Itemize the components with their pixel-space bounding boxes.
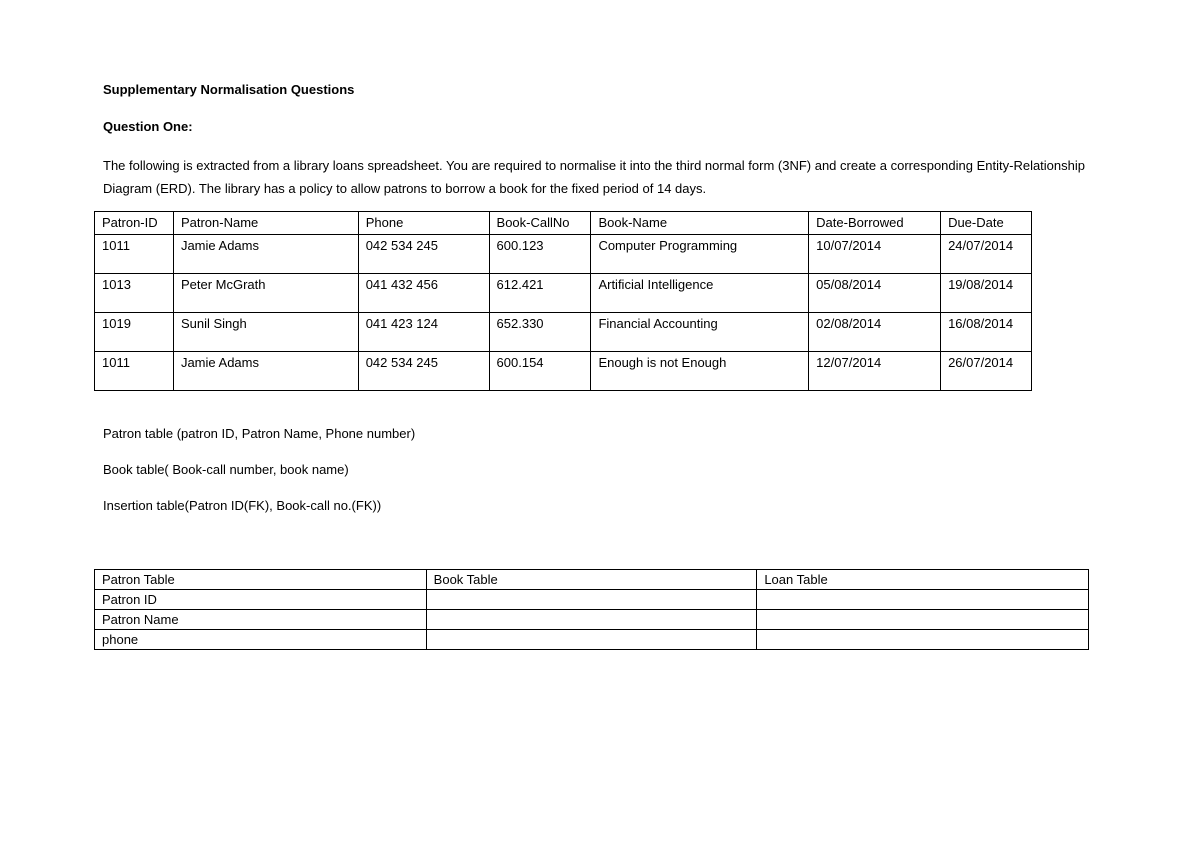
table-cell: 600.123 (489, 235, 591, 274)
table-cell: Sunil Singh (173, 313, 358, 352)
table-cell (426, 610, 757, 630)
document-title: Supplementary Normalisation Questions (103, 82, 355, 97)
table-cell (757, 630, 1089, 650)
table-header-row (95, 212, 1032, 235)
table-row (95, 352, 1032, 391)
table-cell: 041 432 456 (358, 274, 489, 313)
column-header: Due-Date (941, 212, 1032, 235)
table-cell: 1011 (95, 235, 174, 274)
column-header: Book Table (426, 570, 757, 590)
entity-table (94, 569, 1089, 650)
table-cell: Peter McGrath (173, 274, 358, 313)
table-cell: Jamie Adams (173, 235, 358, 274)
insertion-table-note: Insertion table(Patron ID(FK), Book-call no.(FK)) (103, 498, 382, 513)
table-cell: Financial Accounting (591, 313, 809, 352)
table-cell: 10/07/2014 (809, 235, 941, 274)
column-header: Patron Table (95, 570, 427, 590)
table-cell: 02/08/2014 (809, 313, 941, 352)
question-heading: Question One: (103, 119, 193, 134)
table-cell: Patron ID (95, 590, 427, 610)
table-cell: 24/07/2014 (941, 235, 1032, 274)
table-cell: 1013 (95, 274, 174, 313)
column-header: Patron-Name (173, 212, 358, 235)
table-cell: 19/08/2014 (941, 274, 1032, 313)
table-cell: phone (95, 630, 427, 650)
library-loans-table (94, 211, 1032, 391)
table-cell: 600.154 (489, 352, 591, 391)
question-intro: The following is extracted from a library loans spreadsheet. You are required to normalise it into the third normal form (3NF) and create a corresponding Entity-Relationship Diagram (ERD). The library has a policy to allow patrons to borrow a book for the fixed period of 14 days. (103, 158, 1085, 196)
table-row (95, 274, 1032, 313)
table-header-row (95, 570, 1089, 590)
table-cell: Artificial Intelligence (591, 274, 809, 313)
table-row (95, 610, 1089, 630)
table-cell: Patron Name (95, 610, 427, 630)
table-row (95, 235, 1032, 274)
table-cell: Jamie Adams (173, 352, 358, 391)
table-cell (757, 610, 1089, 630)
table-cell: Computer Programming (591, 235, 809, 274)
table-cell: 12/07/2014 (809, 352, 941, 391)
table-cell: 612.421 (489, 274, 591, 313)
table-cell: 042 534 245 (358, 235, 489, 274)
column-header: Phone (358, 212, 489, 235)
table-cell: 1011 (95, 352, 174, 391)
table-cell (426, 630, 757, 650)
column-header: Date-Borrowed (809, 212, 941, 235)
column-header: Book-CallNo (489, 212, 591, 235)
table-row (95, 313, 1032, 352)
patron-table-note: Patron table (patron ID, Patron Name, Phone number) (103, 426, 416, 441)
table-cell: 05/08/2014 (809, 274, 941, 313)
table-cell: 652.330 (489, 313, 591, 352)
table-cell: 26/07/2014 (941, 352, 1032, 391)
column-header: Book-Name (591, 212, 809, 235)
table-cell (426, 590, 757, 610)
table-cell: 16/08/2014 (941, 313, 1032, 352)
table-cell: 1019 (95, 313, 174, 352)
table-cell: 041 423 124 (358, 313, 489, 352)
table-cell (757, 590, 1089, 610)
table-cell: 042 534 245 (358, 352, 489, 391)
book-table-note: Book table( Book-call number, book name) (103, 462, 349, 477)
column-header: Patron-ID (95, 212, 174, 235)
table-cell: Enough is not Enough (591, 352, 809, 391)
column-header: Loan Table (757, 570, 1089, 590)
table-row (95, 630, 1089, 650)
table-row (95, 590, 1089, 610)
